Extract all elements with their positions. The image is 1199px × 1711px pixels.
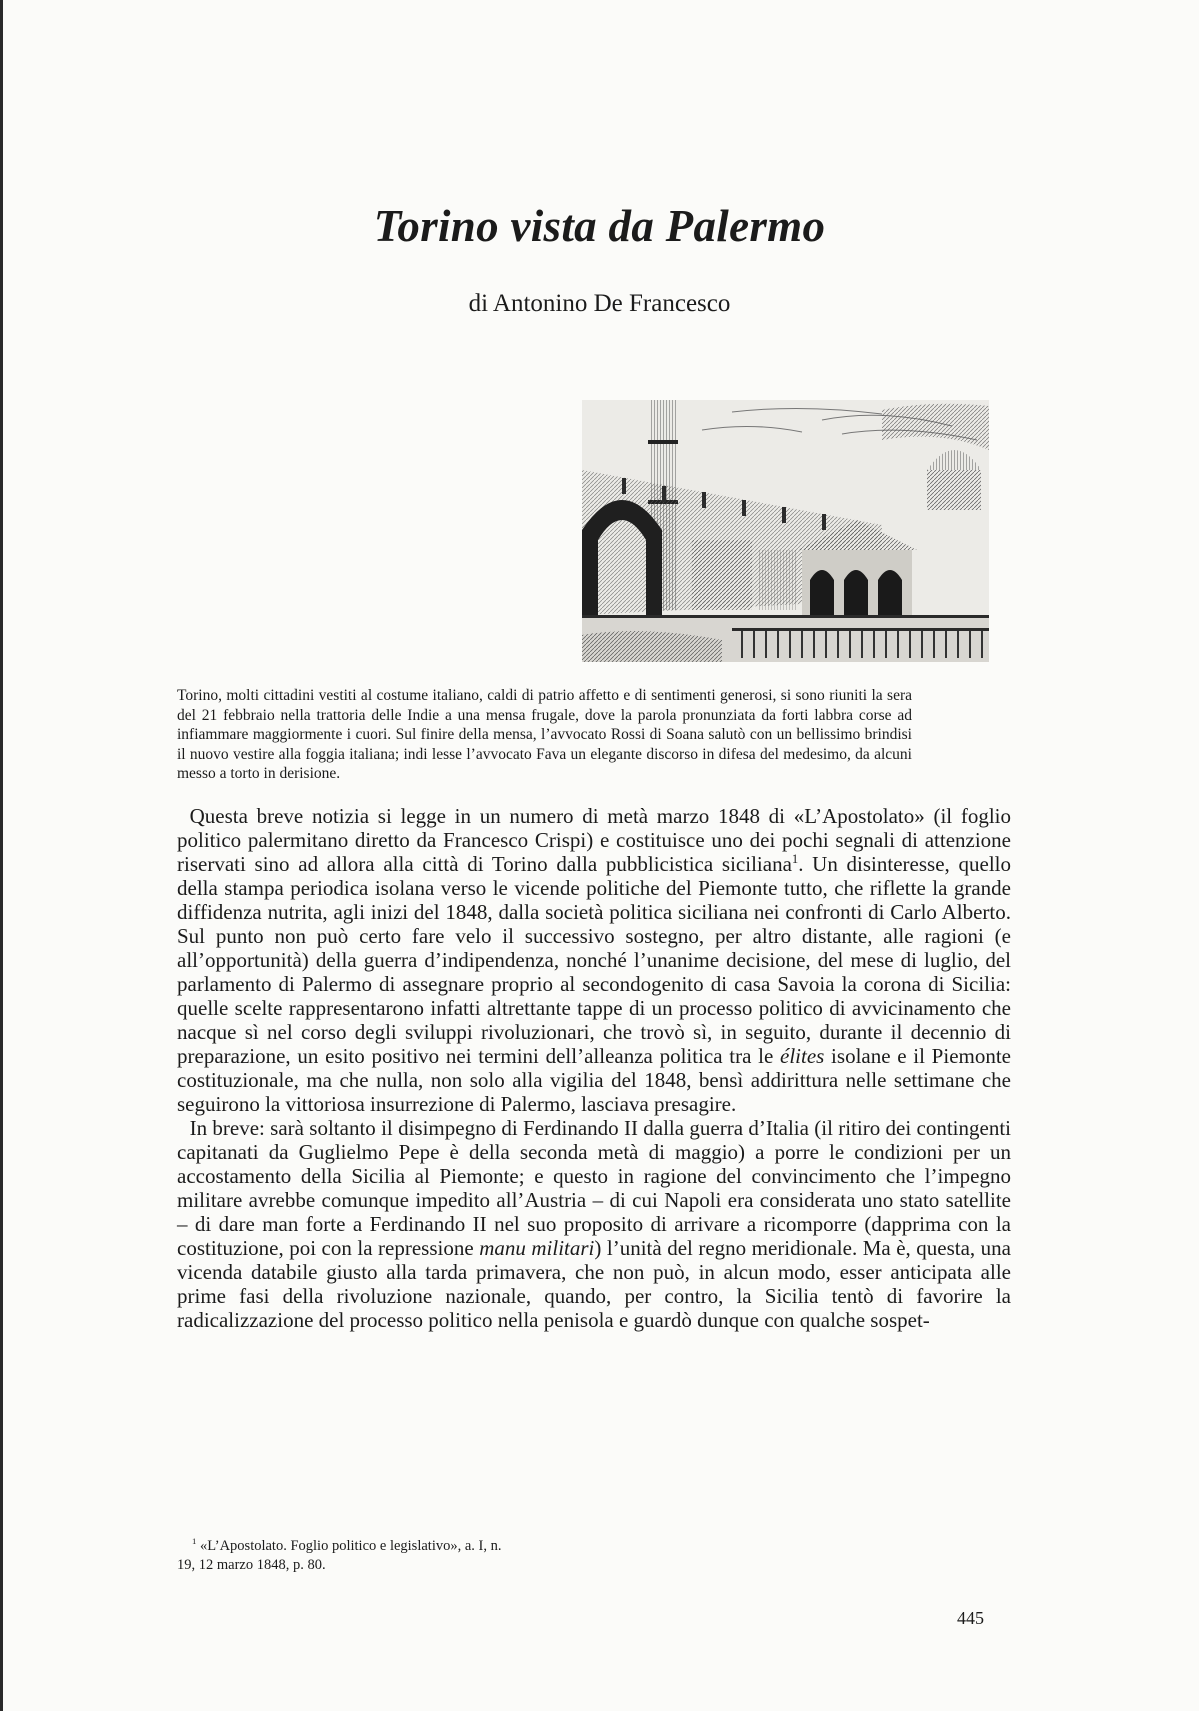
article-author: di Antonino De Francesco bbox=[468, 290, 731, 317]
page-binding-edge bbox=[0, 0, 3, 1711]
article-body bbox=[177, 804, 1011, 1332]
footnote-marker: 1 bbox=[192, 1536, 197, 1547]
body-paragraph-2: In breve: sarà soltanto il disimpegno di Ferdinando II dalla guerra d’Italia (il ritiro dei contingenti capitanati da Guglielmo Pepe è della seconda metà di maggio) a porre le condizioni per un accostamento della Sicilia al Piemonte; e questo in ragione del convincimento che l’impegno militare avrebbe comunque impedito all’Austria – di cui Napoli era considerata uno stato satellite – di dare man forte a Ferdinando II nel suo proposito di arrivare a ricomporre (dapprima con la costituzione, poi con la repressione manu militari) l’unità del regno meridionale. Ma è, questa, una vicenda databile giusto alla tarda primavera, che non può, in alcun modo, esser anticipata alle prime fasi della rivoluzione nazionale, quando, per contro, la Sicilia tentò di favorire la radicalizzazione del processo politico nella penisola e guardò dunque con qualche sospet- bbox=[177, 1116, 1011, 1332]
page-number: 445 bbox=[957, 1608, 984, 1628]
cathedral-engraving-illustration bbox=[582, 400, 989, 662]
footnote: $^1$ «L’Apostolato. Foglio politico e legislativo», a. I, n. 19, 12 marzo 1848, p. 80. bbox=[177, 1536, 502, 1573]
body-paragraph-1: Questa breve notizia si legge in un numero di metà marzo 1848 di «L’Apostolato» (il foglio politico palermitano diretto da Francesco Crispi) e costituisce uno dei pochi segnali di attenzione riservati sino ad allora alla città di Torino dalla pubblicistica siciliana$^1$. Un disinteresse, quello della stampa periodica isolana verso le vicende politiche del Piemonte tutto, che riflette la grande diffidenza nutrita, agli inizi del 1848, dalla società politica siciliana nei confronti di Carlo Alberto. Sul punto non può certo fare velo il successivo sostegno, per altro distante, alle ragioni (e all’opportunità) della guerra d’indipendenza, nonché l’unanime decisione, del mese di luglio, del parlamento di Palermo di assegnare proprio al secondogenito di casa Savoia la corona di Sicilia: quelle scelte rappresentarono infatti altrettante tappe di un processo politico di avvicinamento che nacque sì nel corso degli sviluppi rivoluzionari, che trovò sì, in seguito, durante il decennio di preparazione, un esito positivo nei termini dell’alleanza politica tra le élites isolane e il Piemonte costituzionale, ma che nulla, non solo alla vigilia del 1848, bensì addirittura nelle settimane che seguirono la vittoriosa insurrezione di Palermo, lasciava presagire. bbox=[177, 804, 1012, 1116]
article-title: Torino vista da Palermo bbox=[373, 201, 826, 252]
epigraph-quote: Torino, molti cittadini vestiti al costume italiano, caldi di patrio affetto e di sentimenti generosi, si sono riuniti la sera del 21 febbraio nella trattoria delle Indie a una mensa frugale, dove la parola pronunziata da forti labbra corse ad infiammare maggiormente i cuori. Sul finire della mensa, l’avvocato Rossi di Soana salutò con un bellissimo brindisi il nuovo vestire alla foggia italiana; indi lesse l’avvocato Fava un elegante discorso in difesa del medesimo, da alcuni messo a torto in derisione. bbox=[177, 687, 912, 782]
footnote-reference[interactable]: 1 bbox=[791, 852, 799, 866]
